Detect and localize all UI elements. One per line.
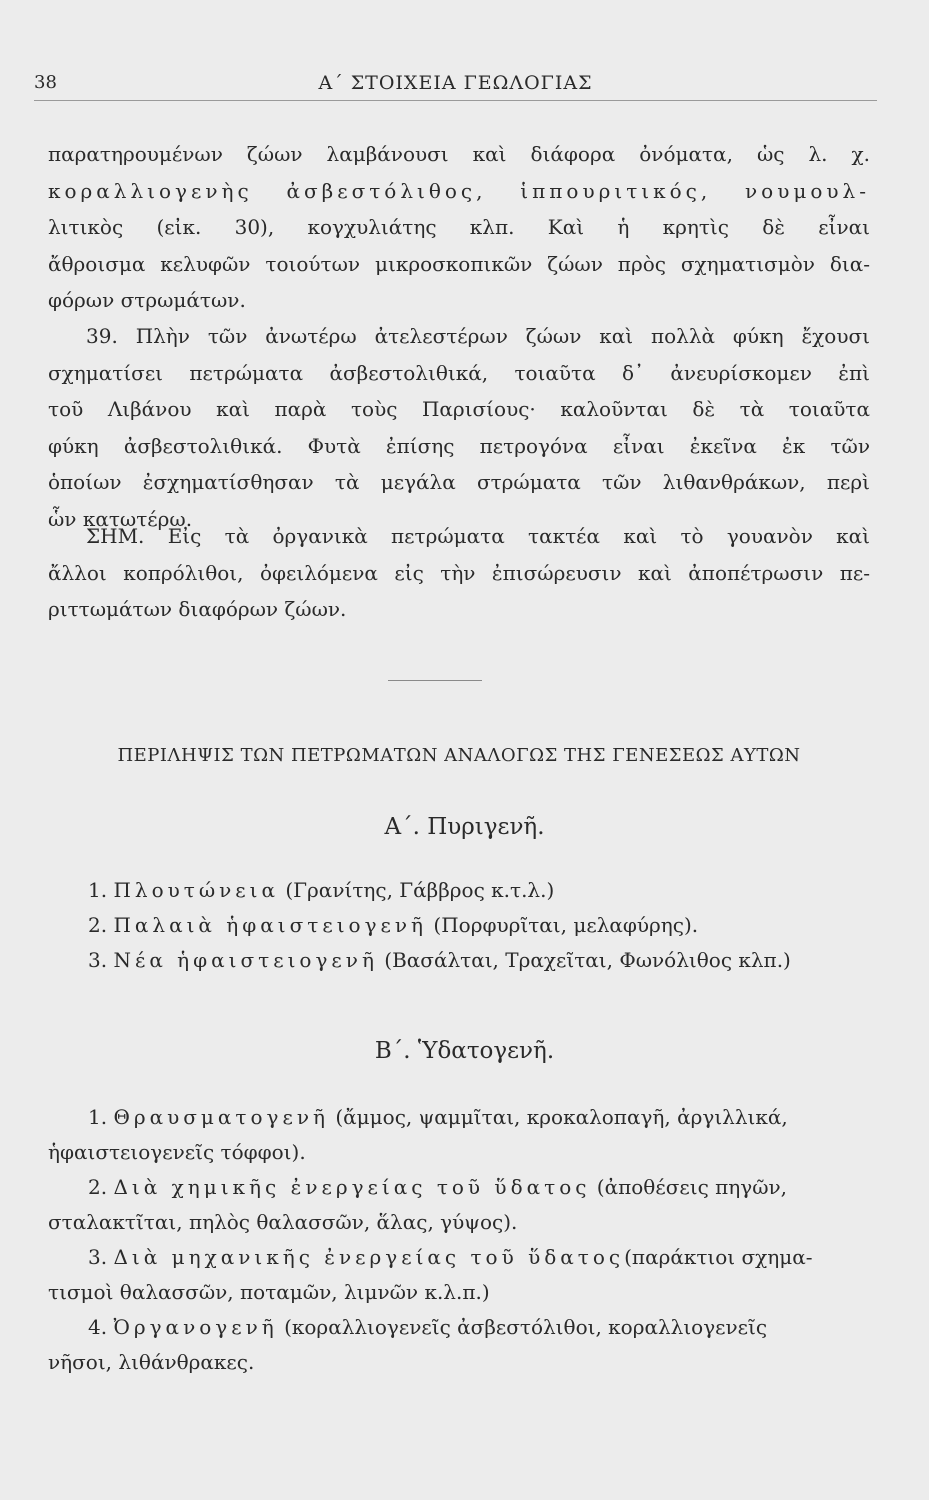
section-b-list: [48, 1100, 870, 1380]
item-term: Θραυσματογενῆ: [113, 1105, 329, 1129]
list-item: [48, 943, 870, 978]
item-number: 2.: [88, 1175, 108, 1199]
list-item-continuation: τισμοὶ θαλασσῶν, ποταμῶν, λιμνῶν κ.λ.π.): [48, 1280, 490, 1304]
text-line: φύκη ἀσβεστολιθικά. Φυτὰ ἐπίσης πετρογόνα εἶναι ἐκεῖνα ἐκ τῶν: [48, 433, 870, 458]
list-item-continuation: σταλακτῖται, πηλὸς θαλασσῶν, ἅλας, γύψος).: [48, 1210, 518, 1234]
item-number: 1.: [88, 878, 108, 902]
item-detail: (κοραλλιογενεῖς ἀσβεστόλιθοι, κοραλλιογενεῖς: [277, 1315, 768, 1339]
item-number: 1.: [88, 1105, 108, 1129]
item-detail: (παράκτιοι σχημα-: [624, 1245, 813, 1269]
list-item-continuation: νῆσοι, λιθάνθρακες.: [48, 1350, 255, 1374]
text-line: ὧν κατωτέρω.: [48, 506, 193, 531]
text-line: κοραλλιογενὴς ἀσβεστόλιθος, ἱππουριτικός, νουμουλ-: [48, 178, 870, 203]
page-number: 38: [34, 72, 57, 93]
list-item: [48, 1170, 870, 1205]
item-number: 4.: [88, 1315, 108, 1339]
text-line: ὁποίων ἐσχηματίσθησαν τὰ μεγάλα στρώματα τῶν λιθανθράκων, περὶ: [48, 470, 870, 494]
item-detail: (ἄμμος, ψαμμῖται, κροκαλοπαγῆ, ἀργιλλικά,: [329, 1105, 788, 1129]
page-header: [34, 66, 877, 101]
list-item: [48, 1100, 870, 1135]
item-term: Διὰ χημικῆς ἐνεργείας τοῦ ὕδατος: [113, 1175, 591, 1199]
text-line: ἄλλοι κοπρόλιθοι, ὀφειλόμενα εἰς τὴν ἐπισώρευσιν καὶ ἀποπέτρωσιν πε-: [48, 560, 870, 585]
section-a-list: [48, 873, 870, 978]
text-line: 39. Πλὴν τῶν ἀνωτέρω ἀτελεστέρων ζώων καὶ πολλὰ φύκη ἔχουσι: [86, 324, 870, 348]
item-number: 3.: [88, 948, 108, 972]
section-a-heading: Α΄. Πυριγενῆ.: [384, 814, 545, 840]
item-detail: (Πορφυρῖται, μελαφύρης).: [427, 913, 699, 937]
list-item: [48, 1310, 870, 1345]
item-term: Ὀργανογενῆ: [113, 1315, 278, 1339]
paragraph-39: [48, 318, 870, 537]
item-detail: (Γρανίτης, Γάββρος κ.τ.λ.): [279, 878, 555, 902]
list-item: [48, 908, 870, 943]
summary-title: ΠΕΡΙΛΗΨΙΣ ΤΩΝ ΠΕΤΡΩΜΑΤΩΝ ΑΝΑΛΟΓΩΣ ΤΗΣ ΓΕΝΕΣΕΩΣ ΑΥΤΩΝ: [117, 745, 801, 766]
text-line: φόρων στρωμάτων.: [48, 288, 246, 312]
item-term: Πλουτώνεια: [113, 878, 280, 902]
section-divider: [388, 680, 482, 681]
item-term: Διὰ μηχανικῆς ἐνεργείας τοῦ ὕδατος: [113, 1245, 625, 1269]
text-line: ΣΗΜ. Εἰς τὰ ὀργανικὰ πετρώματα τακτέα καὶ τὸ γουανὸν καὶ: [86, 524, 870, 548]
item-term: Νέα ἡφαιστειογενῆ: [113, 948, 378, 972]
text-line: ἄθροισμα κελυφῶν τοιούτων μικροσκοπικῶν ζώων πρὸς σχηματισμὸν δια-: [48, 251, 870, 276]
text-line: τοῦ Λιβάνου καὶ παρὰ τοὺς Παρισίους· καλοῦνται δὲ τὰ τοιαῦτα: [48, 397, 870, 421]
running-title: Α΄ ΣΤΟΙΧΕΙΑ ΓΕΩΛΟΓΙΑΣ: [318, 72, 593, 94]
list-item: [48, 873, 870, 908]
note-paragraph: [48, 518, 870, 628]
text-line: σχηματίσει πετρώματα ἀσβεστολιθικά, τοιαῦτα δ᾽ ἀνευρίσκομεν ἐπὶ: [48, 360, 870, 385]
item-number: 3.: [88, 1245, 108, 1269]
text-line: ριττωμάτων διαφόρων ζώων.: [48, 597, 347, 621]
paragraph-continuation: [48, 136, 870, 319]
item-detail: (Βασάλται, Τραχεῖται, Φωνόλιθος κλπ.): [377, 948, 791, 972]
item-term: Παλαιὰ ἡφαιστειογενῆ: [113, 913, 428, 937]
item-detail: (ἀποθέσεις πηγῶν,: [590, 1175, 788, 1199]
text-line: λιτικὸς (εἰκ. 30), κογχυλιάτης κλπ. Καὶ ἡ κρητὶς δὲ εἶναι: [48, 215, 870, 239]
item-number: 2.: [88, 913, 108, 937]
text-line: παρατηρουμένων ζώων λαμβάνουσι καὶ διάφορα ὀνόματα, ὡς λ. χ.: [48, 142, 870, 166]
list-item-continuation: ἡφαιστειογενεῖς τόφφοι).: [48, 1140, 306, 1164]
list-item: [48, 1240, 870, 1275]
section-b-heading: Β΄. Ὑδατογενῆ.: [374, 1038, 555, 1064]
